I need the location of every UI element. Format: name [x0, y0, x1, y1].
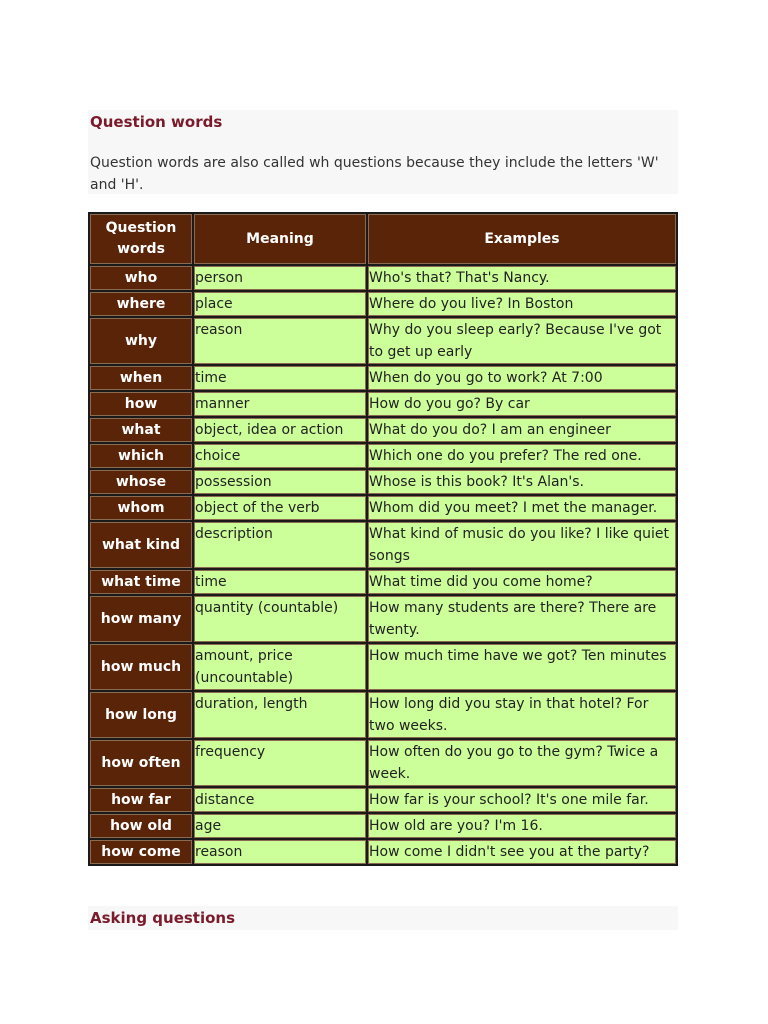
meaning-cell: possession — [194, 470, 366, 494]
question-word-cell: how come — [90, 840, 192, 864]
table-header-row — [90, 214, 676, 264]
meaning-cell: reason — [194, 840, 366, 864]
question-word-cell: how many — [90, 596, 192, 642]
example-cell: How come I didn't see you at the party? — [368, 840, 676, 864]
question-word-cell: when — [90, 366, 192, 390]
meaning-cell: reason — [194, 318, 366, 364]
meaning-cell: distance — [194, 788, 366, 812]
table-row — [90, 392, 676, 416]
question-word-cell: how much — [90, 644, 192, 690]
example-cell: Who's that? That's Nancy. — [368, 266, 676, 290]
meaning-cell: manner — [194, 392, 366, 416]
meaning-cell: object, idea or action — [194, 418, 366, 442]
example-cell: Where do you live? In Boston — [368, 292, 676, 316]
table-row — [90, 740, 676, 786]
example-cell: Which one do you prefer? The red one. — [368, 444, 676, 468]
example-cell: How much time have we got? Ten minutes — [368, 644, 676, 690]
header-meaning: Meaning — [194, 214, 366, 264]
question-word-cell: what kind — [90, 522, 192, 568]
table-row — [90, 644, 676, 690]
question-word-cell: why — [90, 318, 192, 364]
meaning-cell: age — [194, 814, 366, 838]
header-question-words: Question words — [90, 214, 192, 264]
question-word-cell: how long — [90, 692, 192, 738]
table-row — [90, 496, 676, 520]
meaning-cell: choice — [194, 444, 366, 468]
example-cell: How far is your school? It's one mile far. — [368, 788, 676, 812]
question-word-cell: which — [90, 444, 192, 468]
question-word-cell: what — [90, 418, 192, 442]
example-cell: What time did you come home? — [368, 570, 676, 594]
question-word-cell: how often — [90, 740, 192, 786]
table-row — [90, 318, 676, 364]
meaning-cell: object of the verb — [194, 496, 366, 520]
meaning-cell: person — [194, 266, 366, 290]
example-cell: When do you go to work? At 7:00 — [368, 366, 676, 390]
table-row — [90, 570, 676, 594]
example-cell: Whom did you meet? I met the manager. — [368, 496, 676, 520]
meaning-cell: quantity (countable) — [194, 596, 366, 642]
meaning-cell: time — [194, 570, 366, 594]
question-word-cell: how — [90, 392, 192, 416]
meaning-cell: time — [194, 366, 366, 390]
example-cell: Why do you sleep early? Because I've got to get up early — [368, 318, 676, 364]
meaning-cell: duration, length — [194, 692, 366, 738]
example-cell: What do you do? I am an engineer — [368, 418, 676, 442]
table-row — [90, 470, 676, 494]
meaning-cell: place — [194, 292, 366, 316]
question-word-cell: what time — [90, 570, 192, 594]
example-cell: Whose is this book? It's Alan's. — [368, 470, 676, 494]
header-examples: Examples — [368, 214, 676, 264]
question-words-table — [88, 212, 678, 866]
table-row — [90, 814, 676, 838]
table-row — [90, 366, 676, 390]
section-heading-asking-questions: Asking questions — [90, 909, 236, 927]
example-cell: How old are you? I'm 16. — [368, 814, 676, 838]
meaning-cell: amount, price (uncountable) — [194, 644, 366, 690]
example-cell: How many students are there? There are twenty. — [368, 596, 676, 642]
question-word-cell: where — [90, 292, 192, 316]
question-word-cell: whom — [90, 496, 192, 520]
table-row — [90, 692, 676, 738]
question-word-cell: how far — [90, 788, 192, 812]
table-row — [90, 788, 676, 812]
table-row — [90, 840, 676, 864]
table-row — [90, 522, 676, 568]
example-cell: How do you go? By car — [368, 392, 676, 416]
table-row — [90, 444, 676, 468]
question-word-cell: whose — [90, 470, 192, 494]
question-word-cell: how old — [90, 814, 192, 838]
example-cell: How often do you go to the gym? Twice a week. — [368, 740, 676, 786]
meaning-cell: description — [194, 522, 366, 568]
table-row — [90, 596, 676, 642]
example-cell: How long did you stay in that hotel? For two weeks. — [368, 692, 676, 738]
table-row — [90, 292, 676, 316]
question-word-cell: who — [90, 266, 192, 290]
table-row — [90, 418, 676, 442]
meaning-cell: frequency — [194, 740, 366, 786]
section-heading-question-words: Question words — [90, 113, 223, 131]
table-row — [90, 266, 676, 290]
intro-paragraph: Question words are also called wh questions because they include the letters 'W' and 'H'. — [90, 155, 659, 193]
example-cell: What kind of music do you like? I like quiet songs — [368, 522, 676, 568]
